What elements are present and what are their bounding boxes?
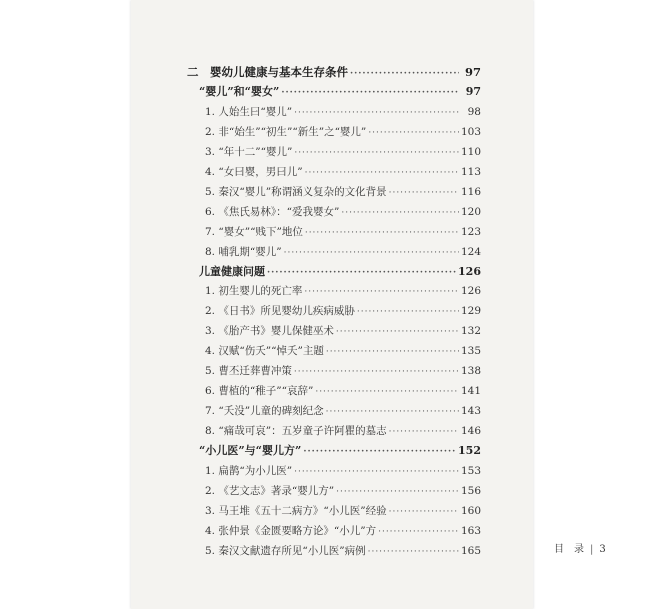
toc-entry-title: 5. 秦汉“婴儿”称谓涵义复杂的文化背景 <box>205 185 387 198</box>
toc-entry-title: 1. 人始生曰“婴儿” <box>205 105 293 118</box>
dot-leader <box>368 545 459 559</box>
toc-entry-title: 5. 曹丕迁葬曹冲策 <box>205 365 292 378</box>
toc-entry <box>205 524 481 539</box>
dot-leader <box>281 86 459 100</box>
toc-entry-page: 156 <box>460 484 481 497</box>
toc-entry-page: 132 <box>460 325 481 338</box>
toc-entry-title: 7. “夭没”儿童的碑刻纪念 <box>205 405 324 418</box>
toc-entry <box>187 65 481 81</box>
dot-leader <box>294 465 459 479</box>
dot-leader <box>336 325 459 339</box>
toc-entry <box>205 125 481 140</box>
toc-entry <box>205 185 481 200</box>
toc-entry-title: “小儿医”与“婴儿方” <box>199 444 302 458</box>
toc-entry-title: 8. 哺乳期“婴儿” <box>205 245 282 258</box>
dot-leader <box>326 405 459 419</box>
dot-leader <box>315 385 459 399</box>
footer-separator: | <box>590 544 594 555</box>
toc-entry-page: 126 <box>458 264 481 278</box>
dot-leader <box>389 186 459 200</box>
toc-entry-page: 97 <box>464 65 481 79</box>
toc-entry-title: 4. 汉赋“伤夭”“悼夭”主题 <box>205 345 324 358</box>
footer-label: 目 录 <box>554 544 584 555</box>
toc-entry <box>205 544 481 559</box>
toc-entry-title: 1. 初生婴儿的死亡率 <box>205 285 303 298</box>
toc-entry-page: 120 <box>460 205 481 218</box>
toc-entry-page: 103 <box>460 125 481 138</box>
toc-entry <box>205 284 481 299</box>
toc-entry-title: 7. “婴女”“贱下”地位 <box>205 225 303 238</box>
toc-entry <box>205 484 481 499</box>
toc-entry <box>205 205 481 220</box>
toc-entry <box>205 504 481 519</box>
toc-entry-title: 2. 《日书》所见婴幼儿疾病威胁 <box>205 305 355 318</box>
table-of-contents <box>131 0 533 609</box>
dot-leader <box>304 285 459 299</box>
toc-entry-page: 113 <box>460 165 481 178</box>
toc-entry-title: 4. “女曰婴，男曰儿” <box>205 165 303 178</box>
dot-leader <box>294 106 459 120</box>
toc-entry-page: 98 <box>467 105 481 118</box>
toc-entry <box>205 404 481 419</box>
toc-entry-page: 116 <box>460 185 481 198</box>
toc-entry <box>205 105 481 120</box>
toc-entry-title: 2. 《艺文志》著录“婴儿方” <box>205 484 335 497</box>
dot-leader <box>389 425 459 439</box>
toc-entry-page: 141 <box>460 385 481 398</box>
toc-entry-page: 126 <box>460 285 481 298</box>
dot-leader <box>350 67 459 81</box>
dot-leader <box>326 345 459 359</box>
dot-leader <box>267 266 456 280</box>
toc-entry-title: 4. 张仲景《金匮要略方论》“小儿”方 <box>205 524 377 537</box>
toc-entry-page: 129 <box>460 305 481 318</box>
book-page <box>131 0 606 609</box>
toc-entry-title: 3. “年十二”“婴儿” <box>205 145 293 158</box>
dot-leader <box>357 305 459 319</box>
toc-entry <box>205 424 481 439</box>
toc-entry <box>205 344 481 359</box>
toc-entry-title: 6. 《焦氏易林》：“爱我婴女” <box>205 205 340 218</box>
toc-entry <box>205 464 481 479</box>
toc-entry <box>205 225 481 240</box>
toc-entry <box>199 85 481 100</box>
toc-entry-page: 143 <box>460 405 481 418</box>
toc-entry-title: 二 婴幼儿健康与基本生存条件 <box>187 65 348 79</box>
dot-leader <box>305 226 459 240</box>
toc-entry <box>199 265 481 280</box>
dot-leader <box>378 525 459 539</box>
dot-leader <box>305 166 459 180</box>
toc-entry-page: 163 <box>460 524 481 537</box>
toc-entry-title: “婴儿”和“婴女” <box>199 84 280 98</box>
toc-entry <box>199 444 481 459</box>
dot-leader <box>294 146 459 160</box>
toc-entry-page: 138 <box>460 365 481 378</box>
toc-entry-title: 6. 曹植的“稚子”“哀辞” <box>205 385 314 398</box>
toc-entry-title: 儿童健康问题 <box>199 264 265 278</box>
toc-entry-page: 153 <box>460 465 481 477</box>
toc-entry-page: 165 <box>460 544 481 557</box>
page-number: 3 <box>599 544 606 555</box>
toc-entry-title: 3. 《胎产书》婴儿保健巫术 <box>205 325 334 338</box>
toc-entry <box>205 364 481 379</box>
toc-entry-title: 3. 马王堆《五十二病方》“小儿医”经验 <box>205 504 387 517</box>
toc-entry-page: 97 <box>465 84 481 98</box>
toc-entry-title: 2. 非“始生”“初生”“新生”之“婴儿” <box>205 125 367 138</box>
dot-leader <box>294 365 459 379</box>
toc-entry-page: 160 <box>460 504 481 517</box>
toc-entry-page: 110 <box>460 145 481 158</box>
toc-entry-page: 146 <box>460 425 481 438</box>
toc-entry-title: 5. 秦汉文献遗存所见“小儿医”病例 <box>205 544 366 557</box>
page-footer <box>554 540 606 555</box>
toc-entry-title: 8. “痛哉可哀”：五岁童子许阿瞿的墓志 <box>205 425 387 438</box>
toc-entry-page: 135 <box>460 345 481 358</box>
toc-entry <box>205 384 481 399</box>
toc-entry-title: 1. 扁鹊“为小儿医” <box>205 465 293 477</box>
toc-entry <box>205 245 481 260</box>
dot-leader <box>368 126 459 140</box>
toc-entry <box>205 165 481 180</box>
dot-leader <box>341 206 459 220</box>
toc-entry-page: 152 <box>458 444 481 458</box>
toc-entry <box>205 324 481 339</box>
dot-leader <box>389 505 459 519</box>
dot-leader <box>303 445 456 459</box>
dot-leader <box>336 485 459 499</box>
toc-entry-page: 123 <box>460 225 481 238</box>
toc-entry-page: 124 <box>460 245 481 258</box>
toc-entry <box>205 304 481 319</box>
dot-leader <box>284 246 459 260</box>
toc-entry <box>205 145 481 160</box>
